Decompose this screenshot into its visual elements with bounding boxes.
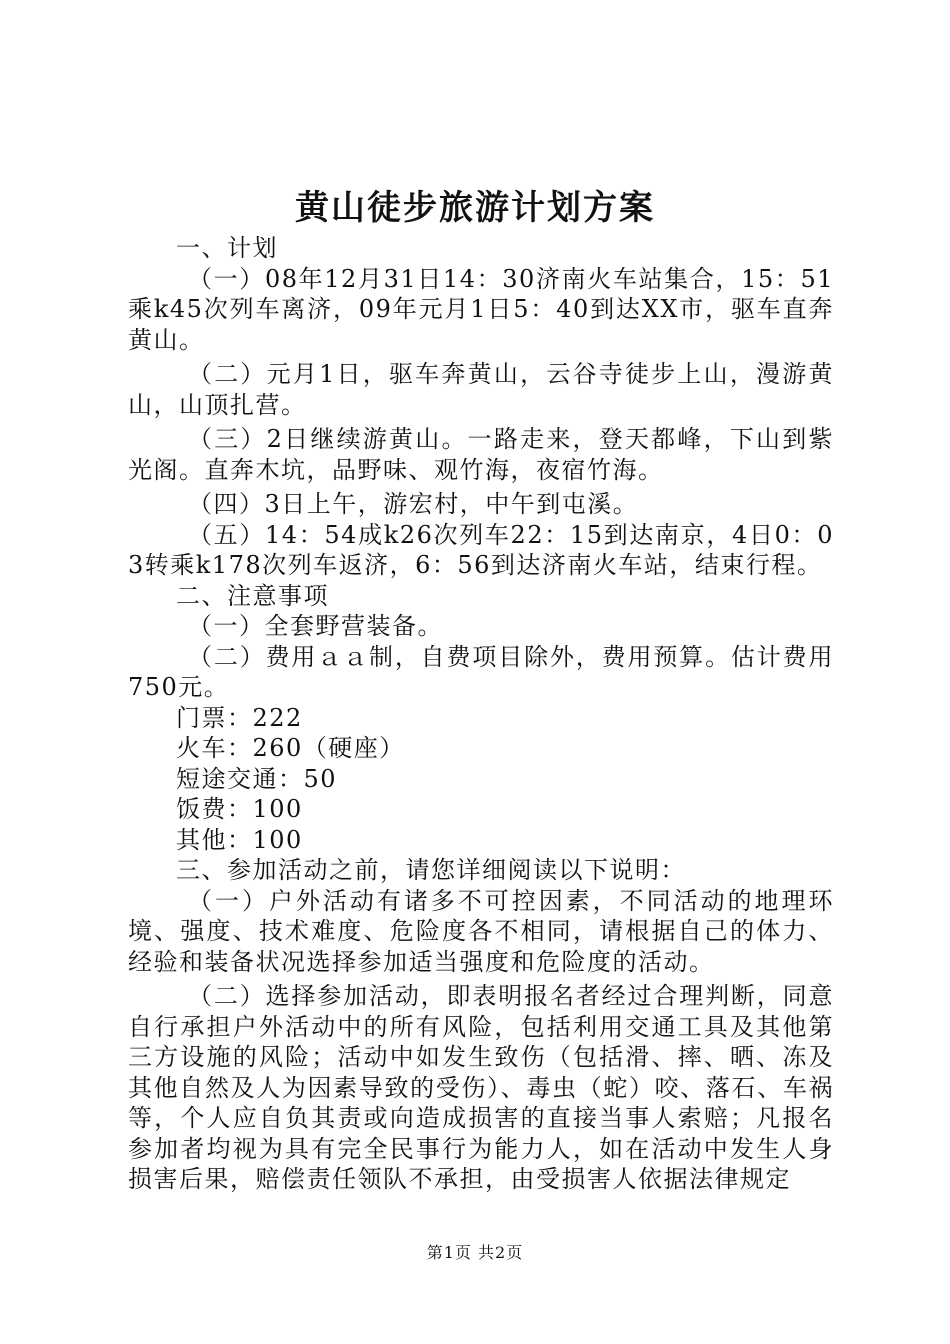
- page-footer: 第1页 共2页: [426, 1243, 524, 1262]
- notes-item-2: （二）费用ａａ制，自费项目除外，费用预算。估计费用750元。: [128, 642, 834, 701]
- plan-item-2: （二）元月1日，驱车奔黄山，云谷寺徒步上山，漫游黄山，山顶扎营。: [128, 360, 834, 419]
- notes-item-1: （一）全套野营装备。: [188, 612, 443, 640]
- document-body: [128, 233, 834, 1195]
- cost-ticket: 门票：222: [176, 703, 303, 732]
- cost-train: 火车：260（硬座）: [176, 734, 405, 762]
- section-heading-notes: 二、注意事项: [176, 581, 329, 610]
- section-heading-instructions: 三、参加活动之前，请您详细阅读以下说明：: [176, 856, 686, 884]
- plan-item-1: （一）08年12月31日14：30济南火车站集合，15：51乘k45次列车离济，09年元月1日5：40到达XX市，驱车直奔黄山。: [128, 264, 834, 354]
- instructions-item-1: （一）户外活动有诸多不可控因素，不同活动的地理环境、强度、技术难度、危险度各不相同，请根据自己的体力、经验和装备状况选择参加适当强度和危险度的活动。: [128, 886, 834, 976]
- section-heading-plan: 一、计划: [176, 234, 278, 262]
- plan-item-3: （三）2日继续游黄山。一路走来，登天都峰，下山到紫光阁。直奔木坑，品野味、观竹海，夜宿竹海。: [128, 425, 834, 484]
- document-title: 黄山徒步旅游计划方案: [295, 188, 655, 228]
- cost-local-transport: 短途交通：50: [176, 764, 338, 793]
- plan-item-5: （五）14：54成k26次列车22：15到达南京，4日0：03转乘k178次列车返济，6：56到达济南火车站，结束行程。: [128, 520, 834, 579]
- plan-item-4: （四）3日上午，游宏村，中午到屯溪。: [188, 490, 639, 518]
- cost-other: 其他：100: [176, 825, 303, 854]
- instructions-item-2: （二）选择参加活动，即表明报名者经过合理判断，同意自行承担户外活动中的所有风险，包括利用交通工具及其他第三方设施的风险；活动中如发生致伤（包括滑、摔、晒、冻及其他自然及人为因素导致的受伤）、毒虫（蛇）咬、落石、车祸等，个人应自负其责或向造成损害的直接当事人索赔；凡报名参加者均视为具有完全民事行为能力人，如在活动中发生人身损害后果，赔偿责任领队不承担，由受损害人依据法律规定: [128, 982, 834, 1193]
- cost-meals: 饭费：100: [176, 795, 303, 823]
